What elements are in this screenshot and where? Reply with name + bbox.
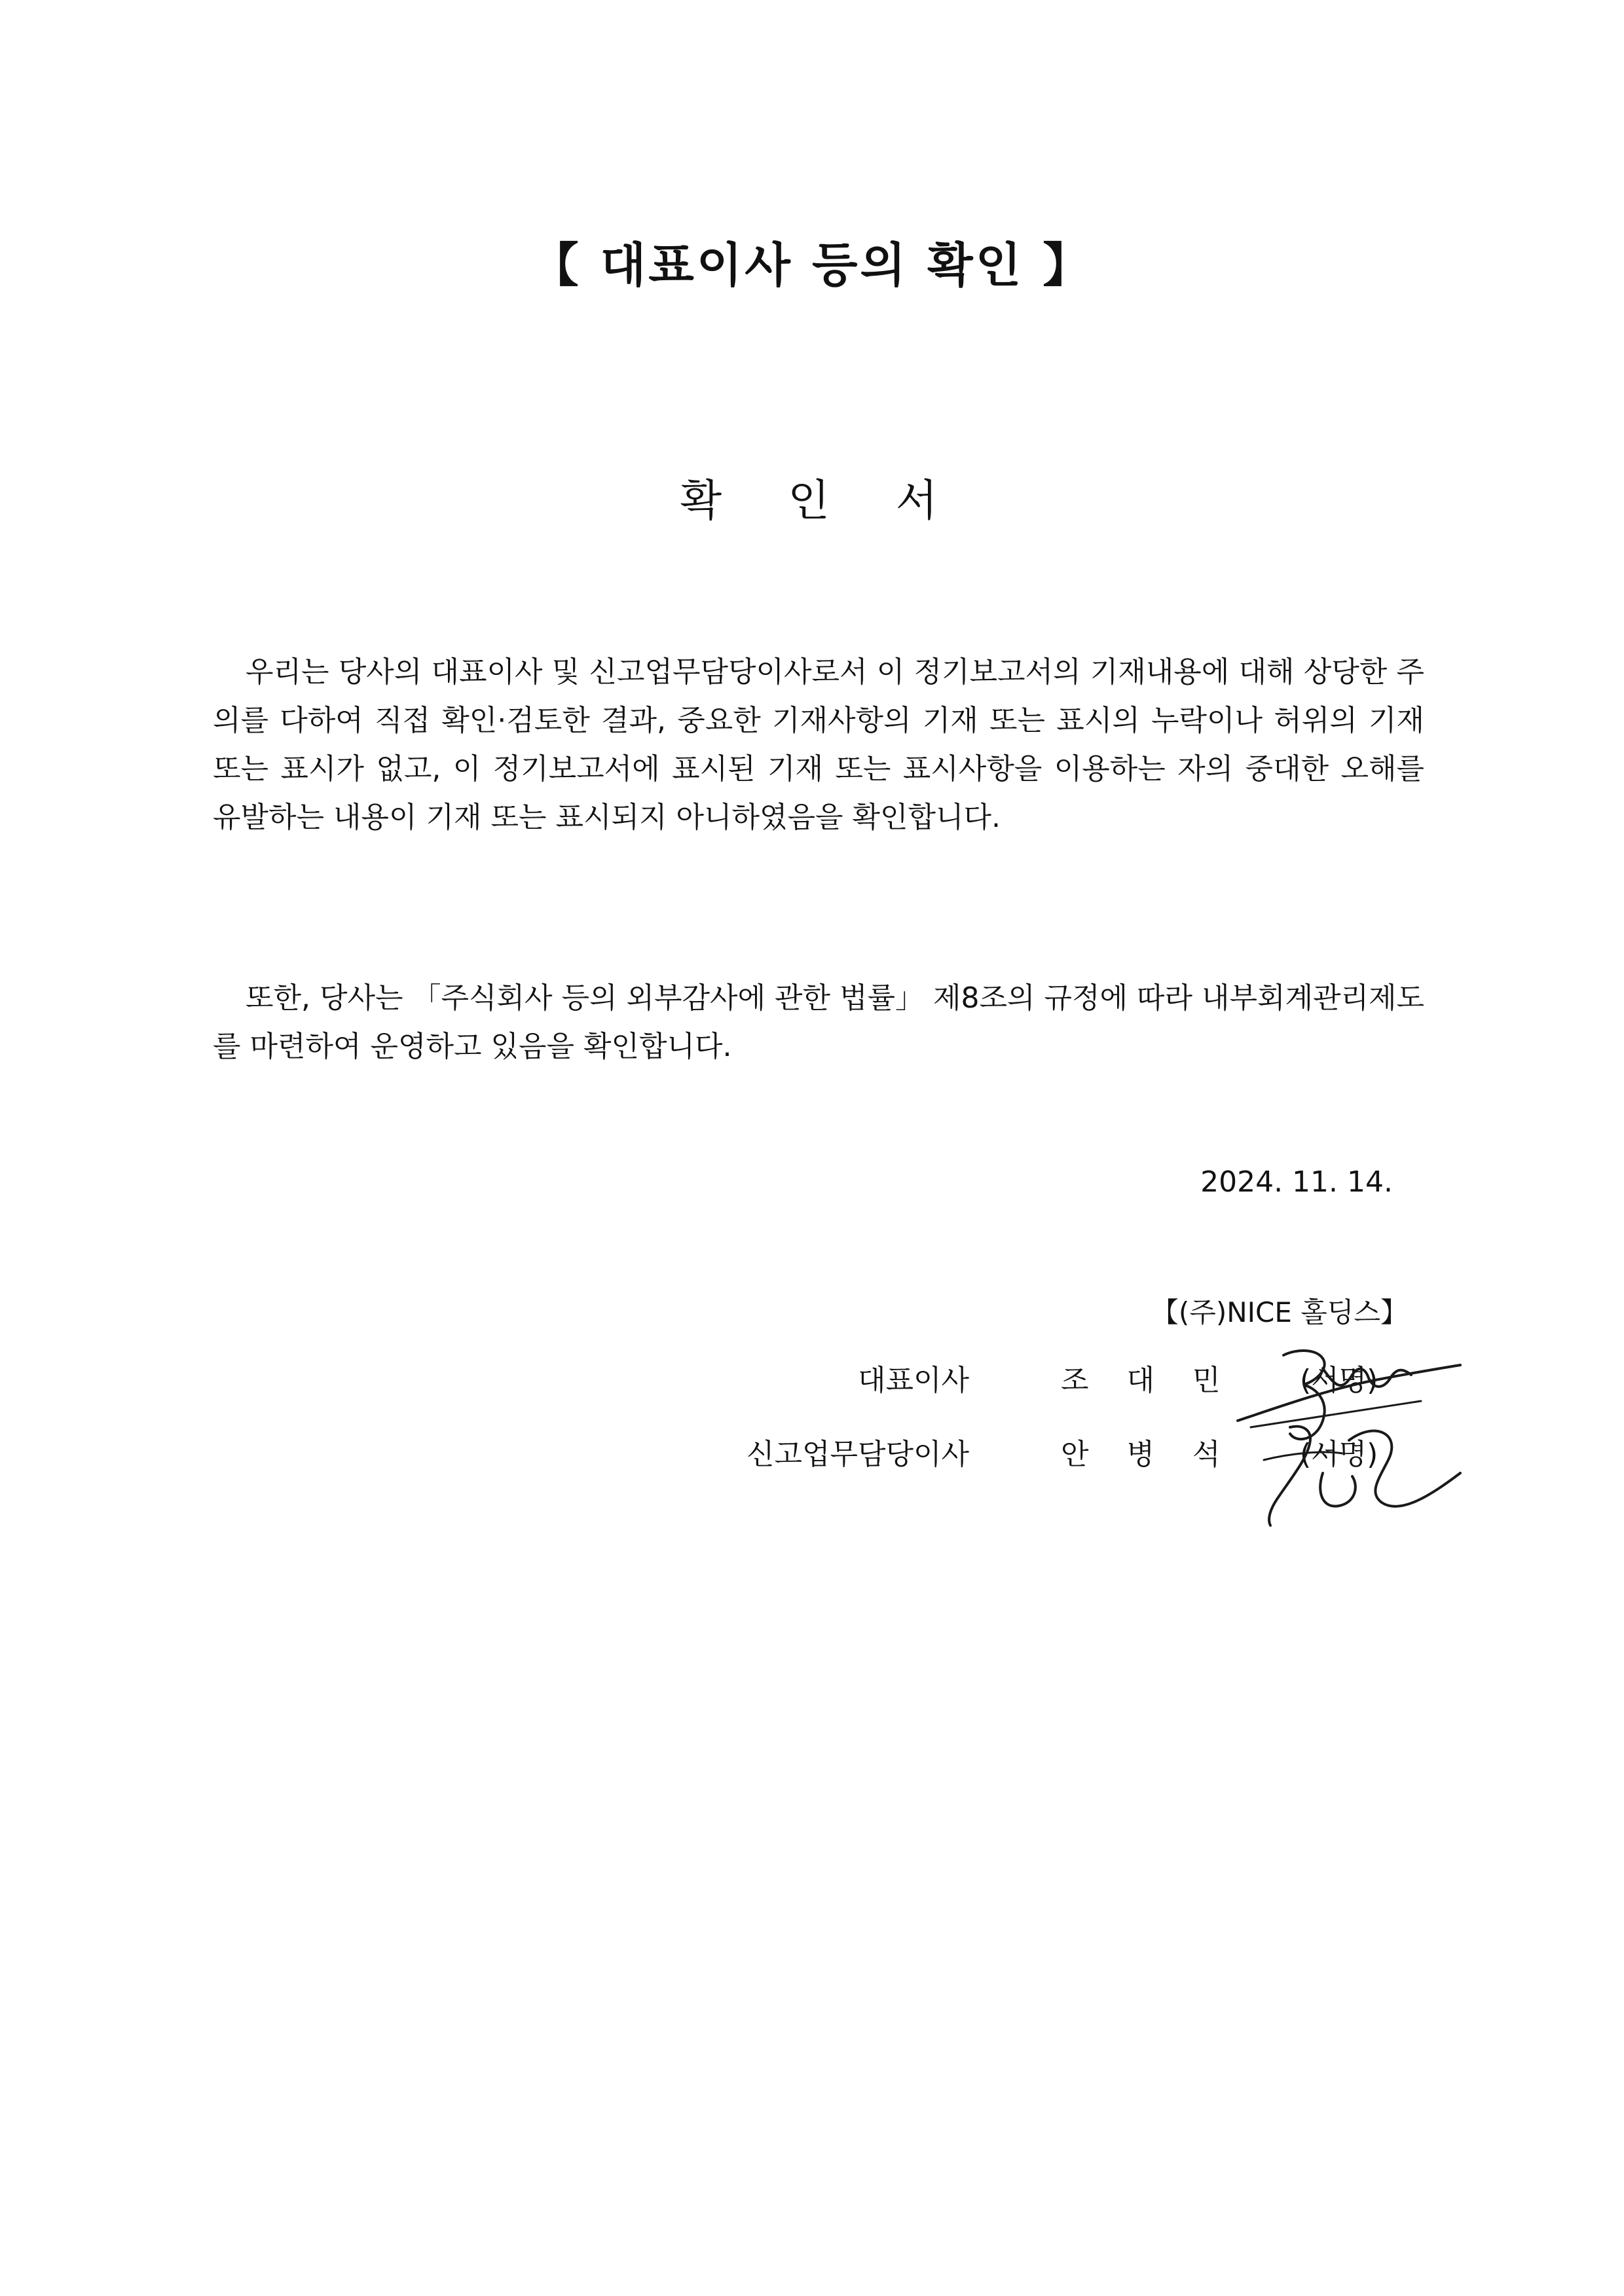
- internal-control-paragraph: 또한, 당사는 「주식회사 등의 외부감사에 관한 법률」 제8조의 규정에 따라 내부회계관리제도를 마련하여 운영하고 있음을 확인합니다.: [213, 981, 1424, 1063]
- signatory-title: 신고업무담당이사: [746, 1438, 969, 1471]
- signature-mark-label: (서명): [1300, 1364, 1378, 1397]
- handwritten-signature-2: [1225, 1414, 1473, 1532]
- confirmation-paragraph: 우리는 당사의 대표이사 및 신고업무담당이사로서 이 정기보고서의 기재내용에 대해 상당한 주의를 다하여 직접 확인·검토한 결과, 중요한 기재사항의 기재 또는 표시의 누락이나 허위의 기재 또는 표시가 없고, 이 정기보고서에 표시된 기재 또는 표시사항을 이용하는 자의 중대한 오해를 유발하는 내용이 기재 또는 표시되지 아니하였음을 확인합니다.: [213, 655, 1424, 834]
- signatory-name: 조 대 민: [1061, 1364, 1235, 1397]
- document-heading: 【 대표이사 등의 확인 】: [531, 238, 1093, 293]
- document-date: 2024. 11. 14.: [1200, 1165, 1393, 1199]
- document-subheading: 확 인 서: [680, 475, 964, 526]
- signatory-name: 안 병 석: [1061, 1438, 1235, 1471]
- signature-mark-label: (서명): [1300, 1438, 1378, 1471]
- signatory-title: 대표이사: [857, 1364, 969, 1397]
- company-name: 【(주)NICE 홀딩스】: [1151, 1296, 1408, 1328]
